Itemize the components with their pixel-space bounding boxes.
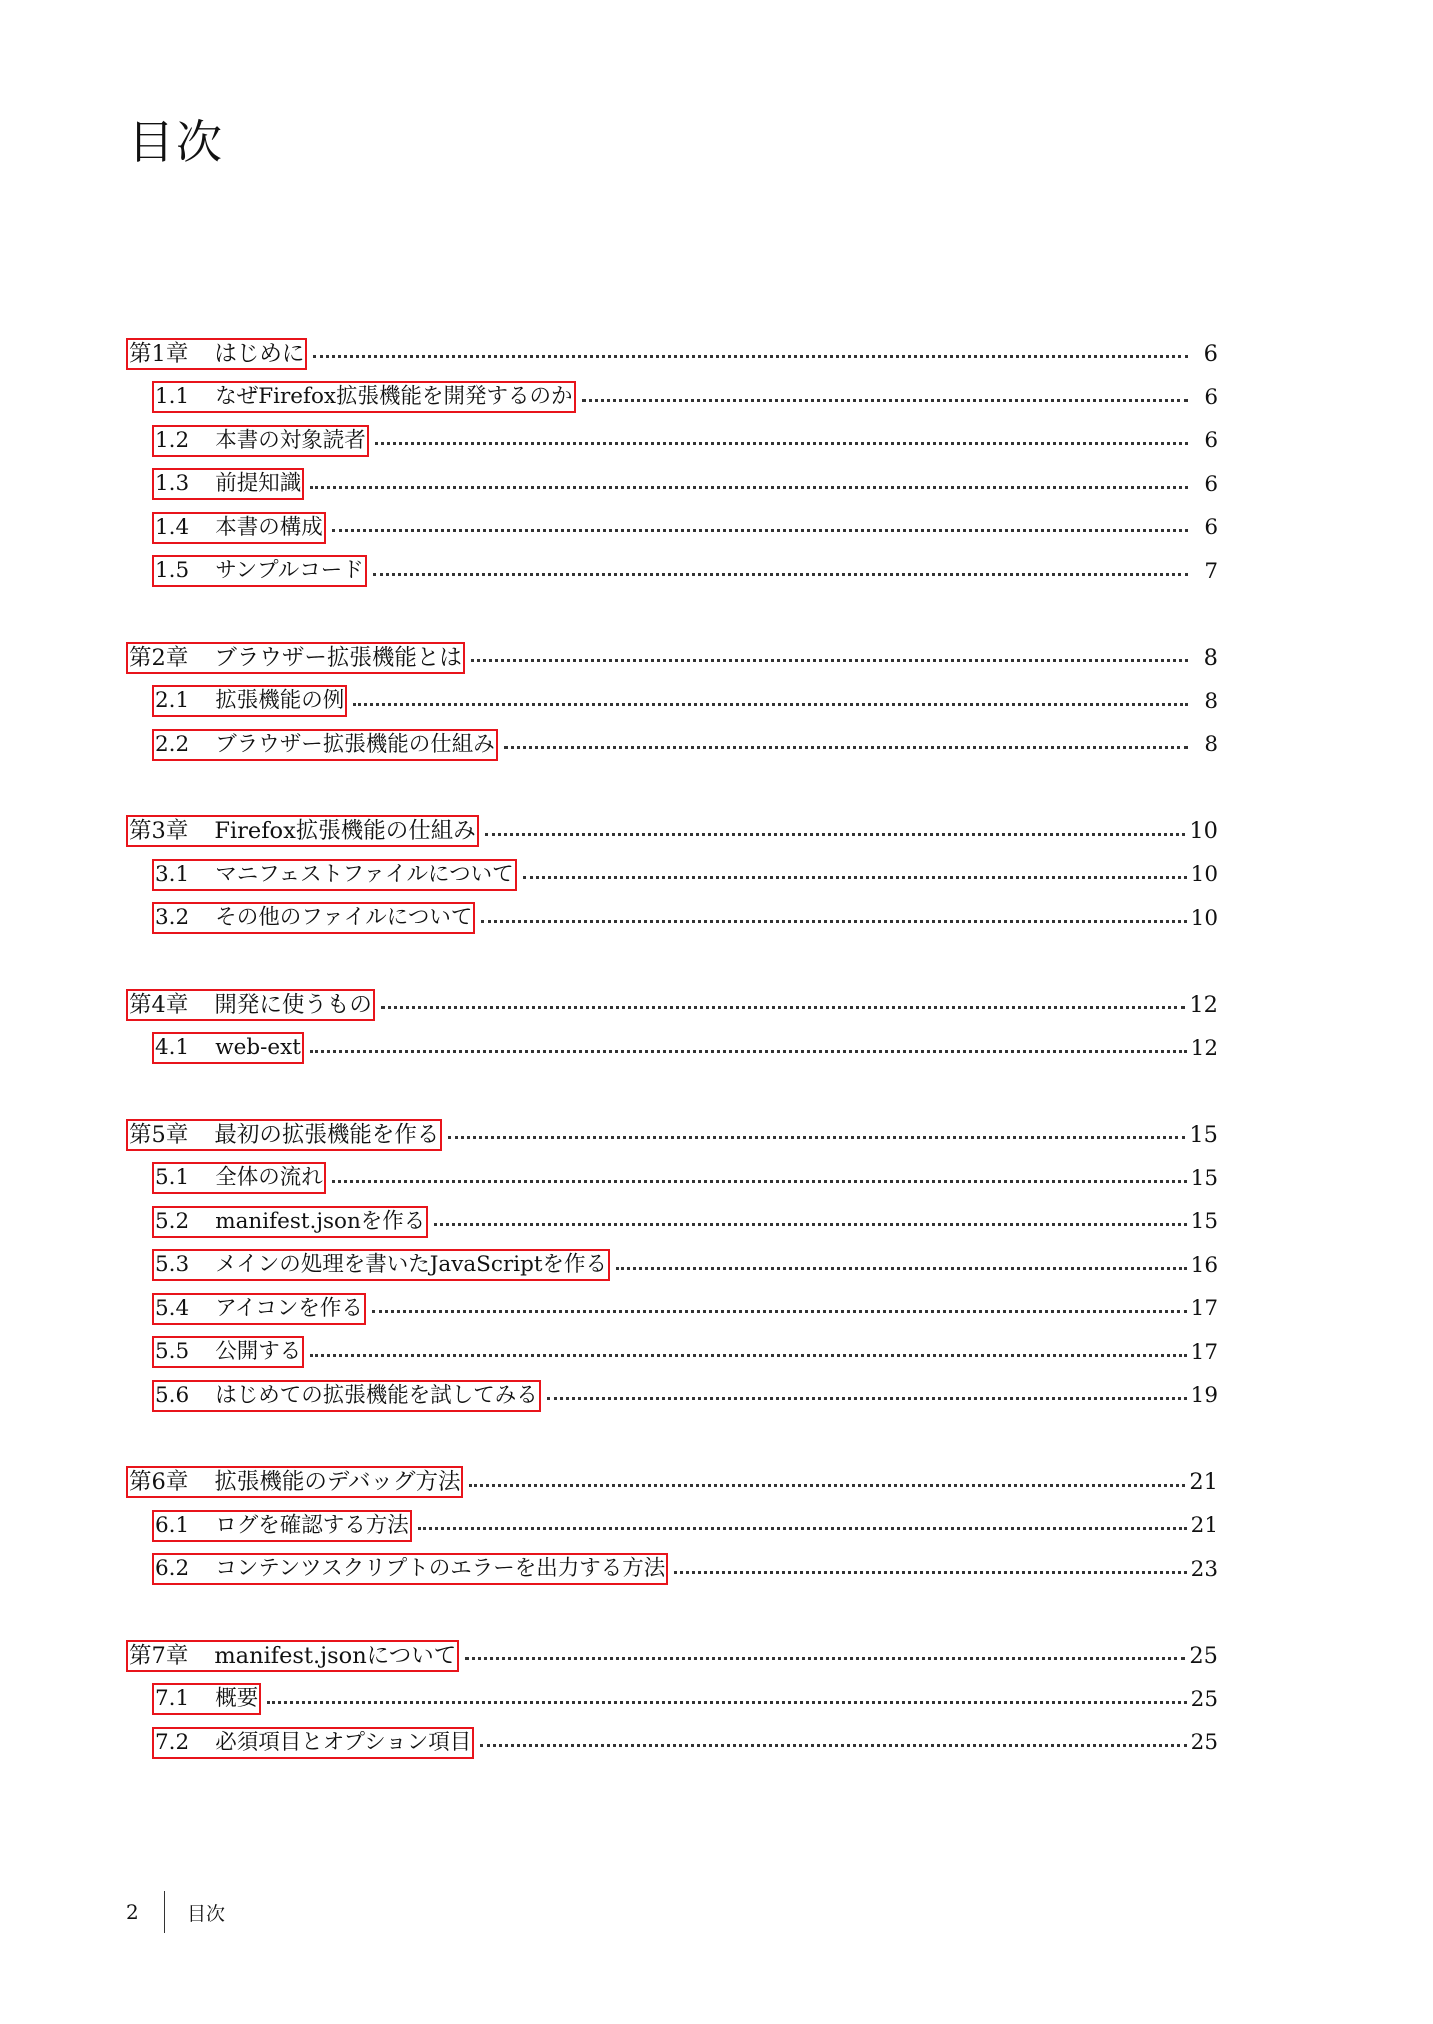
- chapter-entry: [126, 1461, 1218, 1505]
- dot-leader: [434, 1223, 1186, 1226]
- chapter-number: 第7章: [129, 1642, 189, 1669]
- section-page-number: 6: [1204, 471, 1218, 497]
- section-title: アイコンを作る: [215, 1295, 363, 1321]
- section-link[interactable]: [152, 1206, 428, 1238]
- dot-leader: [310, 486, 1188, 489]
- section-page-number: 21: [1190, 1513, 1218, 1539]
- dot-leader: [469, 1484, 1185, 1487]
- section-entry: [126, 1200, 1218, 1244]
- section-entry: [126, 463, 1218, 507]
- section-entry: [126, 419, 1218, 463]
- dot-leader: [523, 876, 1187, 879]
- section-link[interactable]: [152, 512, 326, 544]
- chapter-number: 第5章: [129, 1121, 189, 1148]
- section-number: 5.2: [155, 1208, 190, 1234]
- section-title: 拡張機能の例: [215, 688, 345, 714]
- section-title: web-ext: [215, 1035, 301, 1061]
- section-link[interactable]: [152, 381, 576, 413]
- section-title: 本書の構成: [215, 514, 323, 540]
- chapter-entry: [126, 983, 1218, 1027]
- dot-leader: [485, 833, 1186, 836]
- chapter-title: はじめに: [214, 340, 305, 367]
- section-number: 3.2: [155, 905, 190, 931]
- chapter-page-number: 10: [1189, 818, 1218, 845]
- section-title: 必須項目とオプション項目: [215, 1729, 472, 1755]
- dot-leader: [332, 1180, 1187, 1183]
- dot-leader: [332, 529, 1188, 532]
- section-entry: [126, 897, 1218, 941]
- section-title: マニフェストファイルについて: [215, 861, 514, 887]
- chapter-block: [126, 1113, 1218, 1418]
- section-link[interactable]: [152, 1683, 261, 1715]
- chapter-title: 最初の拡張機能を作る: [214, 1121, 440, 1148]
- section-page-number: 6: [1204, 515, 1218, 541]
- dot-leader: [353, 703, 1188, 706]
- section-page-number: 7: [1204, 558, 1218, 584]
- dot-leader: [310, 1354, 1186, 1357]
- section-link[interactable]: [152, 859, 517, 891]
- section-page-number: 6: [1204, 428, 1218, 454]
- section-title: 本書の対象読者: [215, 427, 366, 453]
- section-entry: [126, 723, 1218, 767]
- chapter-entry: [126, 636, 1218, 680]
- section-link[interactable]: [152, 1162, 326, 1194]
- section-title: はじめての拡張機能を試してみる: [215, 1382, 538, 1408]
- section-number: 7.1: [155, 1686, 190, 1712]
- section-number: 5.1: [155, 1165, 190, 1191]
- section-number: 2.2: [155, 731, 190, 757]
- chapter-page-number: 12: [1189, 991, 1218, 1018]
- section-link[interactable]: [152, 1032, 304, 1064]
- chapter-title: 拡張機能のデバッグ方法: [214, 1469, 461, 1496]
- chapter-block: [126, 1461, 1218, 1592]
- dot-leader: [418, 1527, 1187, 1530]
- section-page-number: 10: [1190, 862, 1218, 888]
- chapter-page-number: 15: [1189, 1121, 1218, 1148]
- dot-leader: [616, 1267, 1187, 1270]
- chapter-title: ブラウザー拡張機能とは: [214, 644, 462, 671]
- chapter-block: [126, 810, 1218, 941]
- chapter-page-number: 8: [1203, 644, 1218, 671]
- section-link[interactable]: [152, 1293, 366, 1325]
- section-entry: [126, 1287, 1218, 1331]
- section-title: その他のファイルについて: [215, 905, 473, 931]
- chapter-title: manifest.jsonについて: [214, 1642, 457, 1669]
- section-entry: [126, 1504, 1218, 1548]
- section-page-number: 19: [1190, 1383, 1218, 1409]
- chapter-number: 第3章: [129, 818, 189, 845]
- section-entry: [126, 1548, 1218, 1592]
- section-number: 5.4: [155, 1295, 190, 1321]
- section-title: 概要: [215, 1686, 259, 1712]
- section-number: 5.6: [155, 1382, 190, 1408]
- dot-leader: [481, 920, 1186, 923]
- dot-leader: [471, 659, 1188, 662]
- section-title: サンプルコード: [215, 558, 364, 584]
- section-page-number: 10: [1190, 905, 1218, 931]
- section-number: 1.5: [155, 558, 190, 584]
- dot-leader: [375, 442, 1188, 445]
- chapter-link[interactable]: [126, 815, 479, 847]
- table-of-contents: [126, 332, 1218, 1808]
- section-entry: [126, 506, 1218, 550]
- section-number: 3.1: [155, 861, 190, 887]
- dot-leader: [547, 1397, 1187, 1400]
- section-entry: [126, 1157, 1218, 1201]
- chapter-block: [126, 332, 1218, 593]
- section-page-number: 8: [1204, 732, 1218, 758]
- dot-leader: [480, 1744, 1186, 1747]
- section-entry: [126, 1331, 1218, 1375]
- page-title: 目次: [128, 115, 224, 169]
- dot-leader: [465, 1657, 1185, 1660]
- chapter-link[interactable]: [126, 989, 375, 1021]
- chapter-link[interactable]: [126, 1119, 442, 1151]
- section-number: 1.3: [155, 471, 190, 497]
- page-footer: [126, 1890, 225, 1934]
- section-link[interactable]: [152, 1380, 541, 1412]
- chapter-page-number: 25: [1189, 1642, 1218, 1669]
- section-page-number: 15: [1190, 1209, 1218, 1235]
- section-link[interactable]: [152, 685, 347, 717]
- dot-leader: [373, 573, 1188, 576]
- chapter-entry: [126, 1113, 1218, 1157]
- section-entry: [126, 1678, 1218, 1722]
- chapter-entry: [126, 332, 1218, 376]
- section-number: 5.3: [155, 1252, 190, 1278]
- section-link[interactable]: [152, 425, 369, 457]
- section-number: 2.1: [155, 688, 190, 714]
- section-link[interactable]: [152, 1553, 668, 1585]
- footer-section-name: 目次: [187, 1902, 226, 1925]
- section-link[interactable]: [152, 729, 498, 761]
- footer-divider: [164, 1891, 165, 1933]
- section-link[interactable]: [152, 902, 475, 934]
- chapter-entry: [126, 1634, 1218, 1678]
- section-title: ブラウザー拡張機能の仕組み: [215, 731, 495, 757]
- dot-leader: [310, 1050, 1187, 1053]
- section-number: 5.5: [155, 1339, 190, 1365]
- dot-leader: [674, 1571, 1186, 1574]
- section-page-number: 16: [1190, 1252, 1218, 1278]
- chapter-page-number: 21: [1189, 1469, 1218, 1496]
- section-title: なぜFirefox拡張機能を開発するのか: [215, 384, 573, 410]
- section-entry: [126, 1027, 1218, 1071]
- section-page-number: 8: [1204, 688, 1218, 714]
- dot-leader: [267, 1701, 1186, 1704]
- section-link[interactable]: [152, 1727, 474, 1759]
- chapter-link[interactable]: [126, 1640, 459, 1672]
- section-page-number: 25: [1190, 1730, 1218, 1756]
- section-number: 1.1: [155, 384, 190, 410]
- section-entry: [126, 1374, 1218, 1418]
- section-title: メインの処理を書いたJavaScriptを作る: [215, 1252, 608, 1278]
- chapter-block: [126, 1634, 1218, 1765]
- dot-leader: [582, 399, 1188, 402]
- chapter-title: Firefox拡張機能の仕組み: [214, 818, 476, 845]
- chapter-entry: [126, 810, 1218, 854]
- section-number: 6.1: [155, 1512, 190, 1538]
- chapter-number: 第2章: [129, 644, 189, 671]
- chapter-block: [126, 636, 1218, 767]
- chapter-block: [126, 983, 1218, 1070]
- footer-page-number: 2: [126, 1900, 139, 1924]
- section-link[interactable]: [152, 468, 304, 500]
- section-title: 前提知識: [215, 471, 302, 497]
- section-page-number: 25: [1190, 1686, 1218, 1712]
- chapter-page-number: 6: [1203, 340, 1218, 367]
- section-entry: [126, 680, 1218, 724]
- section-entry: [126, 376, 1218, 420]
- section-number: 1.2: [155, 427, 190, 453]
- chapter-link[interactable]: [126, 1466, 463, 1498]
- dot-leader: [448, 1136, 1185, 1139]
- section-page-number: 23: [1190, 1556, 1218, 1582]
- section-page-number: 6: [1204, 384, 1218, 410]
- section-page-number: 12: [1190, 1035, 1218, 1061]
- dot-leader: [381, 1006, 1186, 1009]
- section-title: manifest.jsonを作る: [215, 1208, 426, 1234]
- dot-leader: [504, 746, 1188, 749]
- section-entry: [126, 853, 1218, 897]
- section-title: 公開する: [215, 1339, 302, 1365]
- chapter-number: 第6章: [129, 1469, 189, 1496]
- section-title: ログを確認する方法: [215, 1512, 409, 1538]
- section-page-number: 17: [1190, 1339, 1218, 1365]
- section-number: 7.2: [155, 1729, 190, 1755]
- dot-leader: [372, 1310, 1187, 1313]
- section-number: 1.4: [155, 514, 190, 540]
- chapter-number: 第1章: [129, 340, 189, 367]
- section-link[interactable]: [152, 555, 367, 587]
- dot-leader: [313, 355, 1188, 358]
- section-entry: [126, 550, 1218, 594]
- section-number: 4.1: [155, 1035, 190, 1061]
- section-link[interactable]: [152, 1249, 610, 1281]
- section-title: 全体の流れ: [215, 1165, 323, 1191]
- chapter-link[interactable]: [126, 642, 465, 674]
- section-entry: [126, 1244, 1218, 1288]
- section-link[interactable]: [152, 1510, 412, 1542]
- chapter-number: 第4章: [129, 991, 189, 1018]
- chapter-title: 開発に使うもの: [214, 991, 372, 1018]
- section-page-number: 17: [1190, 1296, 1218, 1322]
- section-entry: [126, 1721, 1218, 1765]
- section-number: 6.2: [155, 1556, 190, 1582]
- section-link[interactable]: [152, 1336, 304, 1368]
- section-page-number: 15: [1190, 1165, 1218, 1191]
- section-title: コンテンツスクリプトのエラーを出力する方法: [215, 1556, 666, 1582]
- chapter-link[interactable]: [126, 338, 307, 370]
